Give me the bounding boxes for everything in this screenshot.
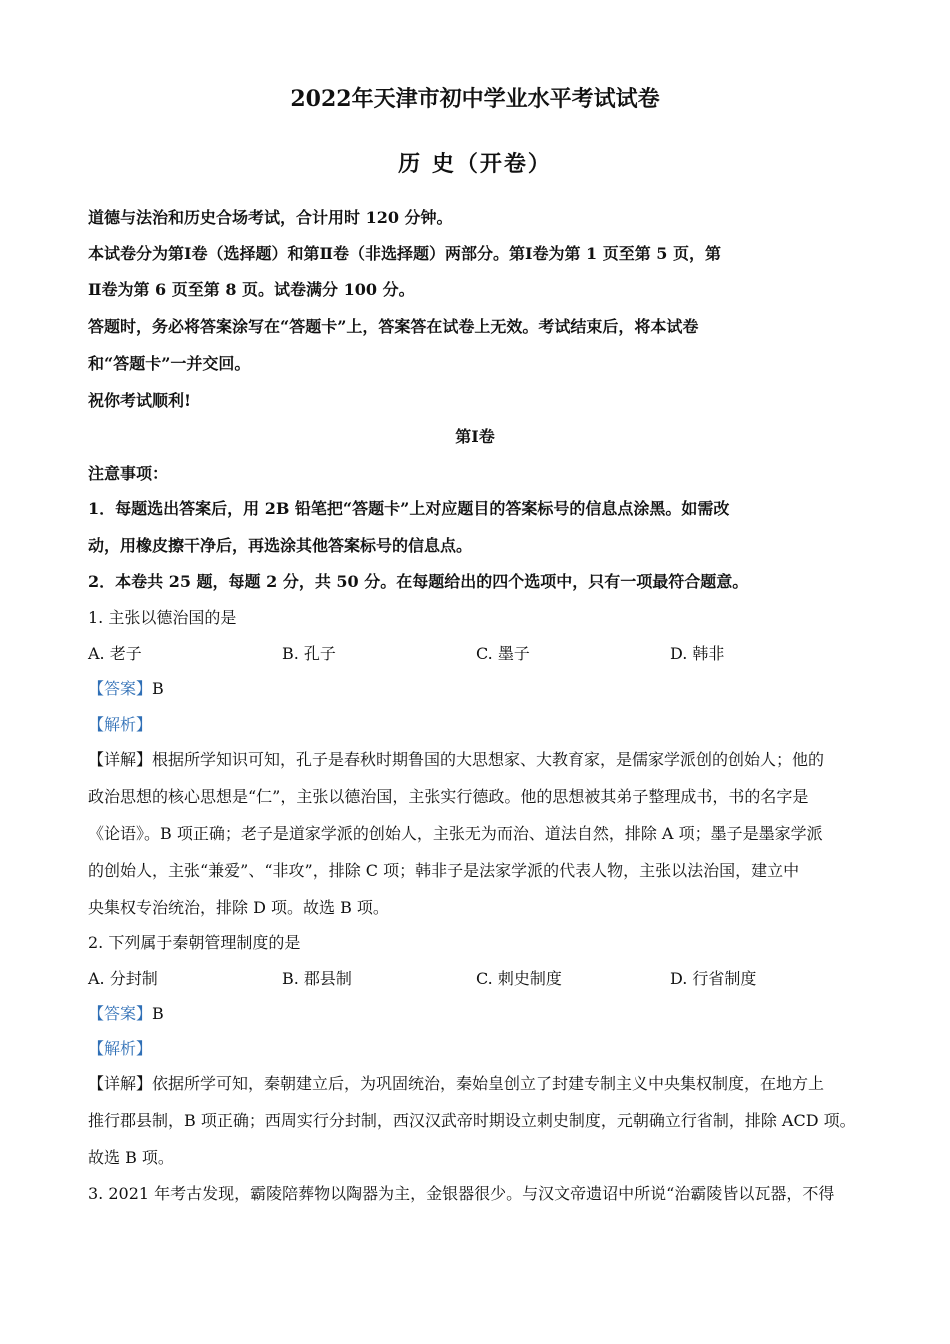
q1-answer-row [88,678,890,700]
note-line: 动，用橡皮擦干净后，再选涂其他答案标号的信息点。 [88,536,473,555]
q2-option-b: B. 郡县制 [282,969,352,988]
note-line: 2．本卷共 25 题，每题 2 分，共 50 分。在每题给出的四个选项中，只有一项最符合题意。 [88,572,749,591]
q2-option-d: D. 行省制度 [670,969,757,988]
question-2-stem: 2. 下列属于秦朝管理制度的是 [88,933,301,952]
q2-option-a: A. 分封制 [88,969,158,988]
section-title: 第Ⅰ卷 [455,427,495,446]
q1-option-b: B. 孔子 [282,644,336,663]
intro-line: 答题时，务必将答案涂写在“答题卡”上，答案答在试卷上无效。考试结束后，将本试卷 [88,317,699,336]
answer-label: 【答案】 [88,679,153,698]
answer-label: 【答案】 [88,1004,153,1023]
detail-line: 《论语》。B 项正确；老子是道家学派的创始人，主张无为而治、道法自然，排除 A 项；墨子是墨家学派 [88,824,823,843]
question-1-stem: 1. 主张以德治国的是 [88,608,237,627]
analysis-label: 【解析】 [88,715,153,734]
q2-option-c: C. 刺史制度 [476,969,562,988]
analysis-label: 【解析】 [88,1039,153,1058]
detail-line: 的创始人，主张“兼爱”、“非攻”，排除 C 项；韩非子是法家学派的代表人物，主张以法治国，建立中 [88,861,800,880]
detail-line: 【详解】依据所学可知，秦朝建立后，为巩固统治，秦始皇创立了封建专制主义中央集权制度，在地方上 [88,1074,825,1093]
q1-option-a: A. 老子 [88,644,142,663]
intro-line: Ⅱ卷为第 6 页至第 8 页。试卷满分 100 分。 [88,280,415,299]
intro-line: 和“答题卡”一并交回。 [88,354,251,373]
q2-answer-row [88,1003,890,1025]
exam-subtitle: 历 史（开卷） [398,151,552,177]
answer-value: B [152,1004,164,1023]
intro-line: 本试卷分为第Ⅰ卷（选择题）和第Ⅱ卷（非选择题）两部分。第Ⅰ卷为第 1 页至第 5 页，第 [88,244,722,263]
note-line: 1．每题选出答案后，用 2B 铅笔把“答题卡”上对应题目的答案标号的信息点涂黑。如需改 [88,499,730,518]
q1-option-c: C. 墨子 [476,644,530,663]
intro-line: 祝你考试顺利! [88,391,192,410]
question-3-stem: 3. 2021 年考古发现，霸陵陪葬物以陶器为主，金银器很少。与汉文帝遗诏中所说“治霸陵皆以瓦器，不得 [88,1184,835,1203]
detail-line: 【详解】根据所学知识可知，孔子是春秋时期鲁国的大思想家、大教育家，是儒家学派创的创始人；他的 [88,750,825,769]
intro-line: 道德与法治和历史合场考试，合计用时 120 分钟。 [88,208,453,227]
notes-heading: 注意事项： [88,464,169,483]
detail-line: 故选 B 项。 [88,1148,174,1167]
detail-line: 政治思想的核心思想是“仁”，主张以德治国，主张实行德政。他的思想被其弟子整理成书，书的名字是 [88,787,809,806]
detail-line: 央集权专治统治，排除 D 项。故选 B 项。 [88,898,389,917]
detail-line: 推行郡县制，B 项正确；西周实行分封制，西汉汉武帝时期设立刺史制度，元朝确立行省制，排除 ACD 项。 [88,1111,856,1130]
answer-value: B [152,679,164,698]
q1-option-d: D. 韩非 [670,644,725,663]
exam-title: 2022年天津市初中学业水平考试试卷 [290,86,660,112]
